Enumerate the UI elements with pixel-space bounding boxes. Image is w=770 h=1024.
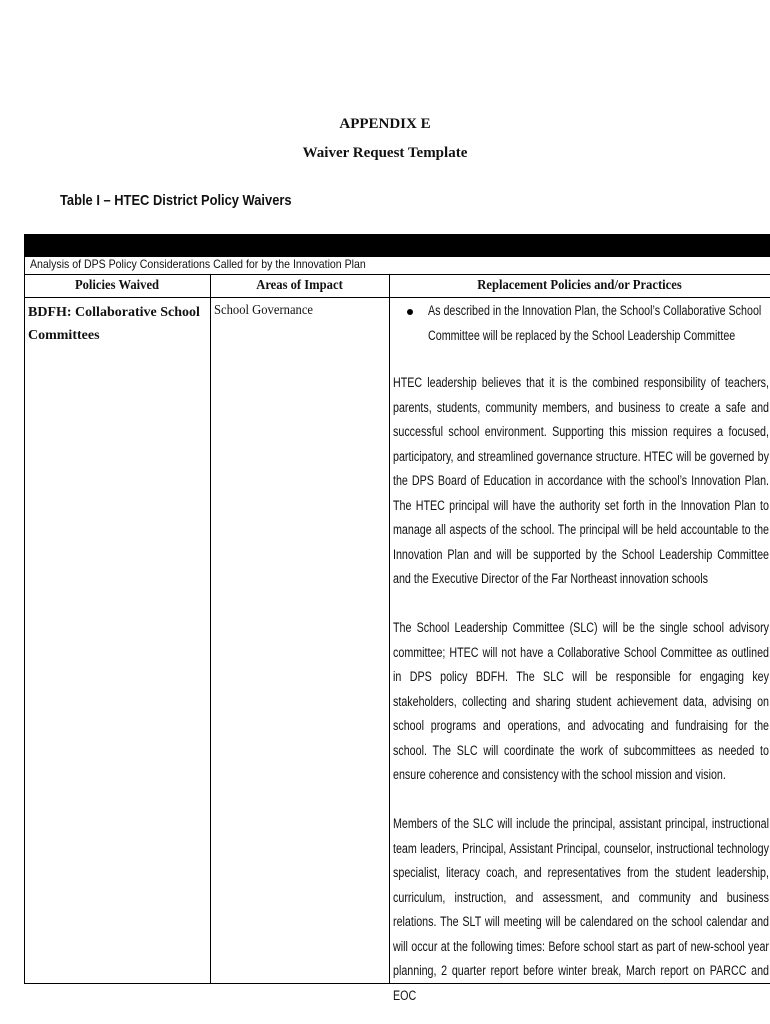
col-header-policies: Policies Waived [74,278,160,293]
paragraph-text: Members of the SLC will include the principal, assistant principal, instructional team leaders, Principal, Assistant Principal, counselor, instructional technology specialist, literacy coach, and representatives from the student leadership, curriculum, instruction, and assessment, and community and business relations. The SLT will meeting will be calendared on the school calendar and will occur at the following times: Before school start as part of new-school year planning, 2 quarter report before winter break, March report on PARCC and EOC [393,816,769,1003]
analysis-row [24,257,770,274]
paragraph-leadership [393,371,769,592]
paragraph-slc [393,616,769,788]
appendix-title: APPENDIX E [339,116,431,132]
table-header-band [24,234,770,257]
paragraph-text: HTEC leadership believes that it is the combined responsibility of teachers, parents, students, community members, and business to create a safe and successful school environment. Supporting this mission requires a focused, participatory, and streamlined governance structure. HTEC will be governed by the DPS Board of Education in accordance with the school’s Innovation Plan. The HTEC principal will have the authority set forth in the Innovation Plan to manage all aspects of the school. The principal will be held accountable to the Innovation Plan and will be supported by the School Leadership Committee and the Executive Director of the Far Northeast innovation schools [393,375,769,586]
bullet-dot-icon [407,309,413,315]
policy-cell: BDFH: Collaborative School Committees [28,305,200,343]
table-heading: Table I – HTEC District Policy Waivers [60,192,292,209]
rule-col-1 [210,274,211,983]
col-header-replacement: Replacement Policies and/or Practices [477,278,682,293]
rule-col-2 [389,274,390,983]
rule-under-analysis [24,274,770,275]
paragraph-text: The School Leadership Committee (SLC) will be the single school advisory committee; HTEC will not have a Collaborative School Committee as outlined in DPS policy BDFH. The SLC will be responsible for engaging key stakeholders, collecting and sharing student achievement data, advising on school programs and operations, and advocating and fundraising for the school. The SLC will coordinate the work of subcommittees as needed to ensure coherence and consistency with the school mission and vision. [393,620,769,782]
col-header-areas: Areas of Impact [256,278,343,293]
area-cell: School Governance [214,303,314,318]
paragraph-members [393,812,769,1008]
rule-under-headers [24,297,770,298]
analysis-label: Analysis of DPS Policy Considerations Called for by the Innovation Plan [30,257,366,271]
rule-left [24,257,25,984]
appendix-subtitle: Waiver Request Template [302,145,468,161]
bullet-text: As described in the Innovation Plan, the School’s Collaborative School Committee will be replaced by the School Leadership Committee [428,303,762,343]
